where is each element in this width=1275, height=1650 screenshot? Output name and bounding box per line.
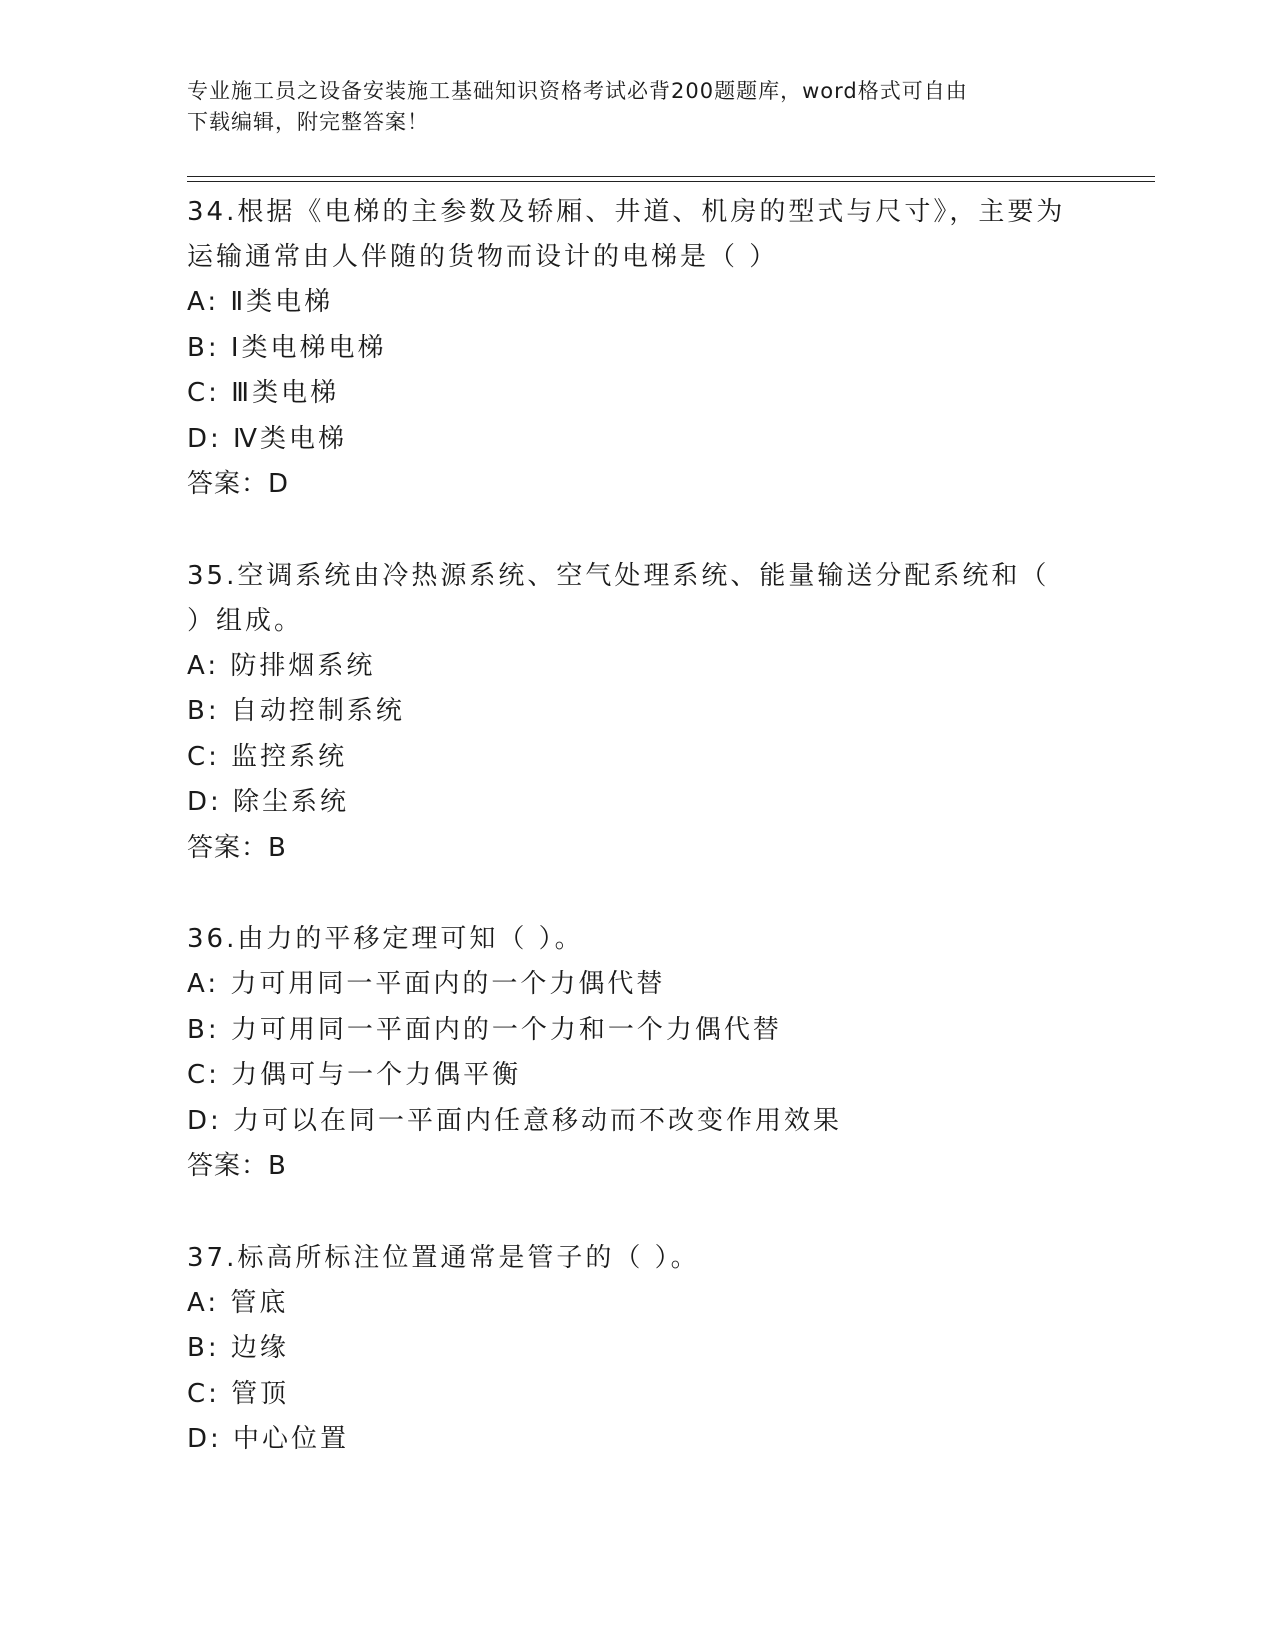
option-c: C: 管顶 [187,1378,290,1409]
option-b: B: 自动控制系统 [187,696,405,726]
question-35 [187,554,1087,872]
question-34 [187,190,1087,508]
question-stem: 37.标高所标注位置通常是管子的（ ）。 [187,1242,700,1273]
header-divider-top [187,176,1155,177]
question-stem-continued: 运输通常由人伴随的货物而设计的电梯是（ ） [187,242,779,272]
option-b: B: Ⅰ类电梯电梯 [187,332,387,363]
header-line-2: 下载编辑，附完整答案！ [187,110,429,134]
option-a: A: 力可用同一平面内的一个力偶代替 [187,969,666,999]
option-d: D: 除尘系统 [187,787,350,817]
header-divider-bottom [187,181,1155,182]
option-c: C: Ⅲ类电梯 [187,378,340,408]
question-37 [187,1236,1087,1463]
option-d: D: 中心位置 [187,1424,350,1454]
option-c: C: 监控系统 [187,741,348,772]
question-36 [187,917,1087,1190]
answer: 答案：B [187,832,287,863]
question-stem: 36.由力的平移定理可知（ ）。 [187,924,584,954]
option-a: A: Ⅱ类电梯 [187,287,334,317]
document-header [187,76,1067,138]
answer: 答案：B [187,1151,287,1181]
option-a: A: 管底 [187,1287,289,1318]
answer: 答案：D [187,469,290,499]
question-list [187,190,1087,1463]
option-d: D: 力可以在同一平面内任意移动而不改变作用效果 [187,1105,843,1136]
question-stem: 35.空调系统由冷热源系统、空气处理系统、能量输送分配系统和（ [187,560,1050,591]
option-b: B: 边缘 [187,1333,289,1363]
option-c: C: 力偶可与一个力偶平衡 [187,1060,522,1090]
question-stem-continued: ）组成。 [187,605,304,636]
option-d: D: Ⅳ类电梯 [187,423,348,454]
option-b: B: 力可用同一平面内的一个力和一个力偶代替 [187,1014,782,1045]
question-stem: 34.根据《电梯的主参数及轿厢、井道、机房的型式与尺寸》，主要为 [187,197,1066,227]
option-a: A: 防排烟系统 [187,650,376,681]
header-line-1: 专业施工员之设备安装施工基础知识资格考试必背200题题库，word格式可自由 [187,79,968,103]
